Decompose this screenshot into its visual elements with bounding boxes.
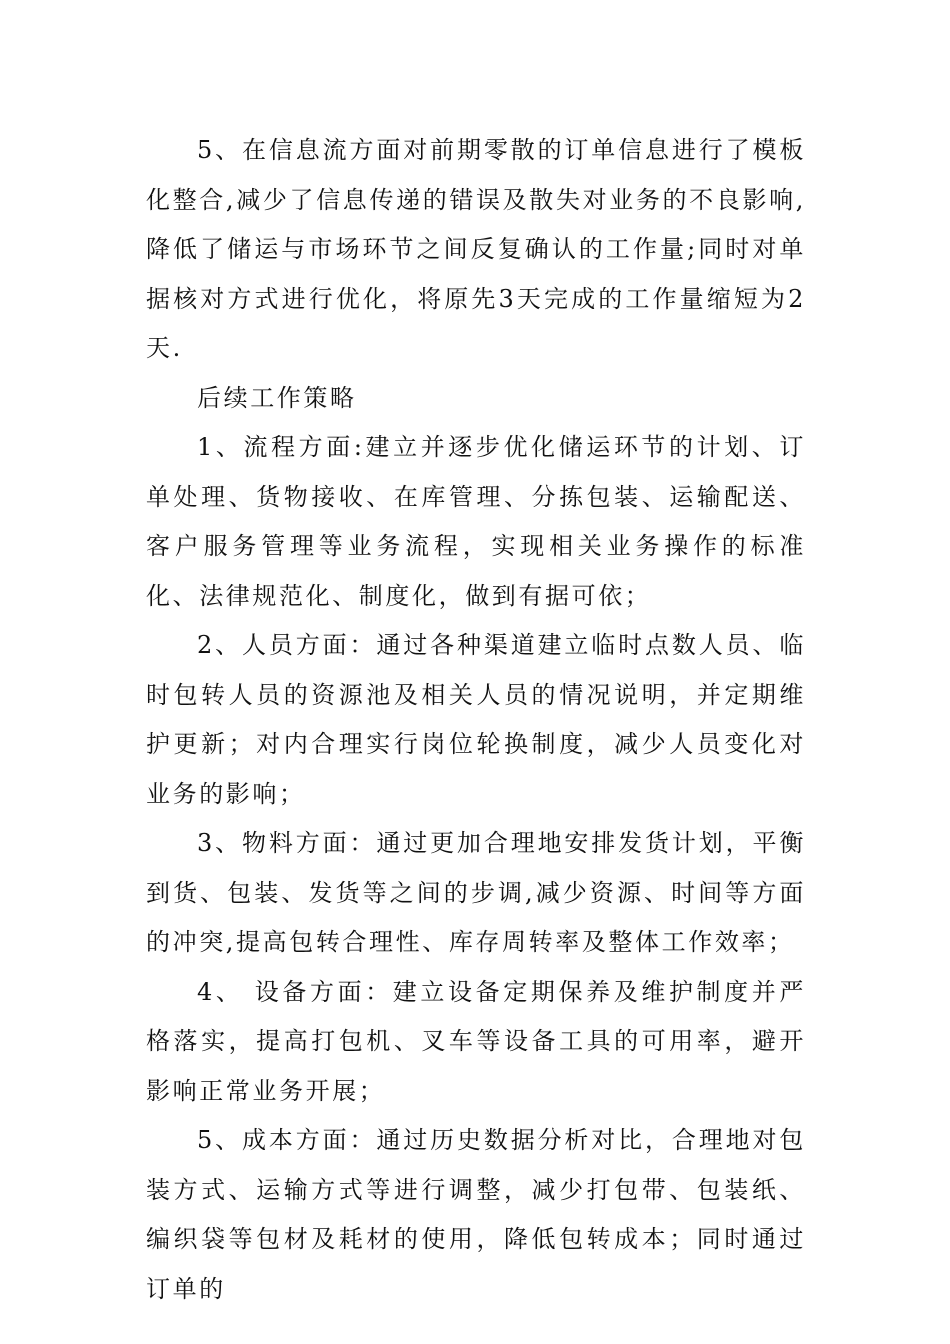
paragraph-personnel: 2、人员方面：通过各种渠道建立临时点数人员、临时包转人员的资源池及相关人员的情况说明，并定期维护更新；对内合理实行岗位轮换制度，减少人员变化对业务的影响；: [146, 631, 806, 808]
section-heading-follow-up-strategy: 后续工作策略: [197, 383, 357, 412]
paragraph-process: 1、流程方面:建立并逐步优化储运环节的计划、订单处理、货物接收、在库管理、分拣包装、运输配送、客户服务管理等业务流程，实现相关业务操作的标准化、法律规范化、制度化，做到有据可依；: [146, 433, 806, 610]
paragraph-equipment: 4、 设备方面：建立设备定期保养及维护制度并严格落实，提高打包机、叉车等设备工具的可用率，避开影响正常业务开展；: [146, 977, 806, 1105]
document-body: [146, 126, 806, 1314]
paragraph-information-flow: 5、在信息流方面对前期零散的订单信息进行了模板化整合,减少了信息传递的错误及散失对业务的不良影响,降低了储运与市场环节之间反复确认的工作量;同时对单据核对方式进行优化，将原先3天完成的工作量缩短为2天.: [146, 136, 806, 362]
paragraph-cost: 5、成本方面：通过历史数据分析对比，合理地对包装方式、运输方式等进行调整，减少打包带、包装纸、编织袋等包材及耗材的使用，降低包转成本；同时通过订单的: [146, 1126, 806, 1303]
paragraph-materials: 3、物料方面：通过更加合理地安排发货计划，平衡到货、包装、发货等之间的步调,减少资源、时间等方面的冲突,提高包转合理性、库存周转率及整体工作效率；: [146, 829, 806, 956]
